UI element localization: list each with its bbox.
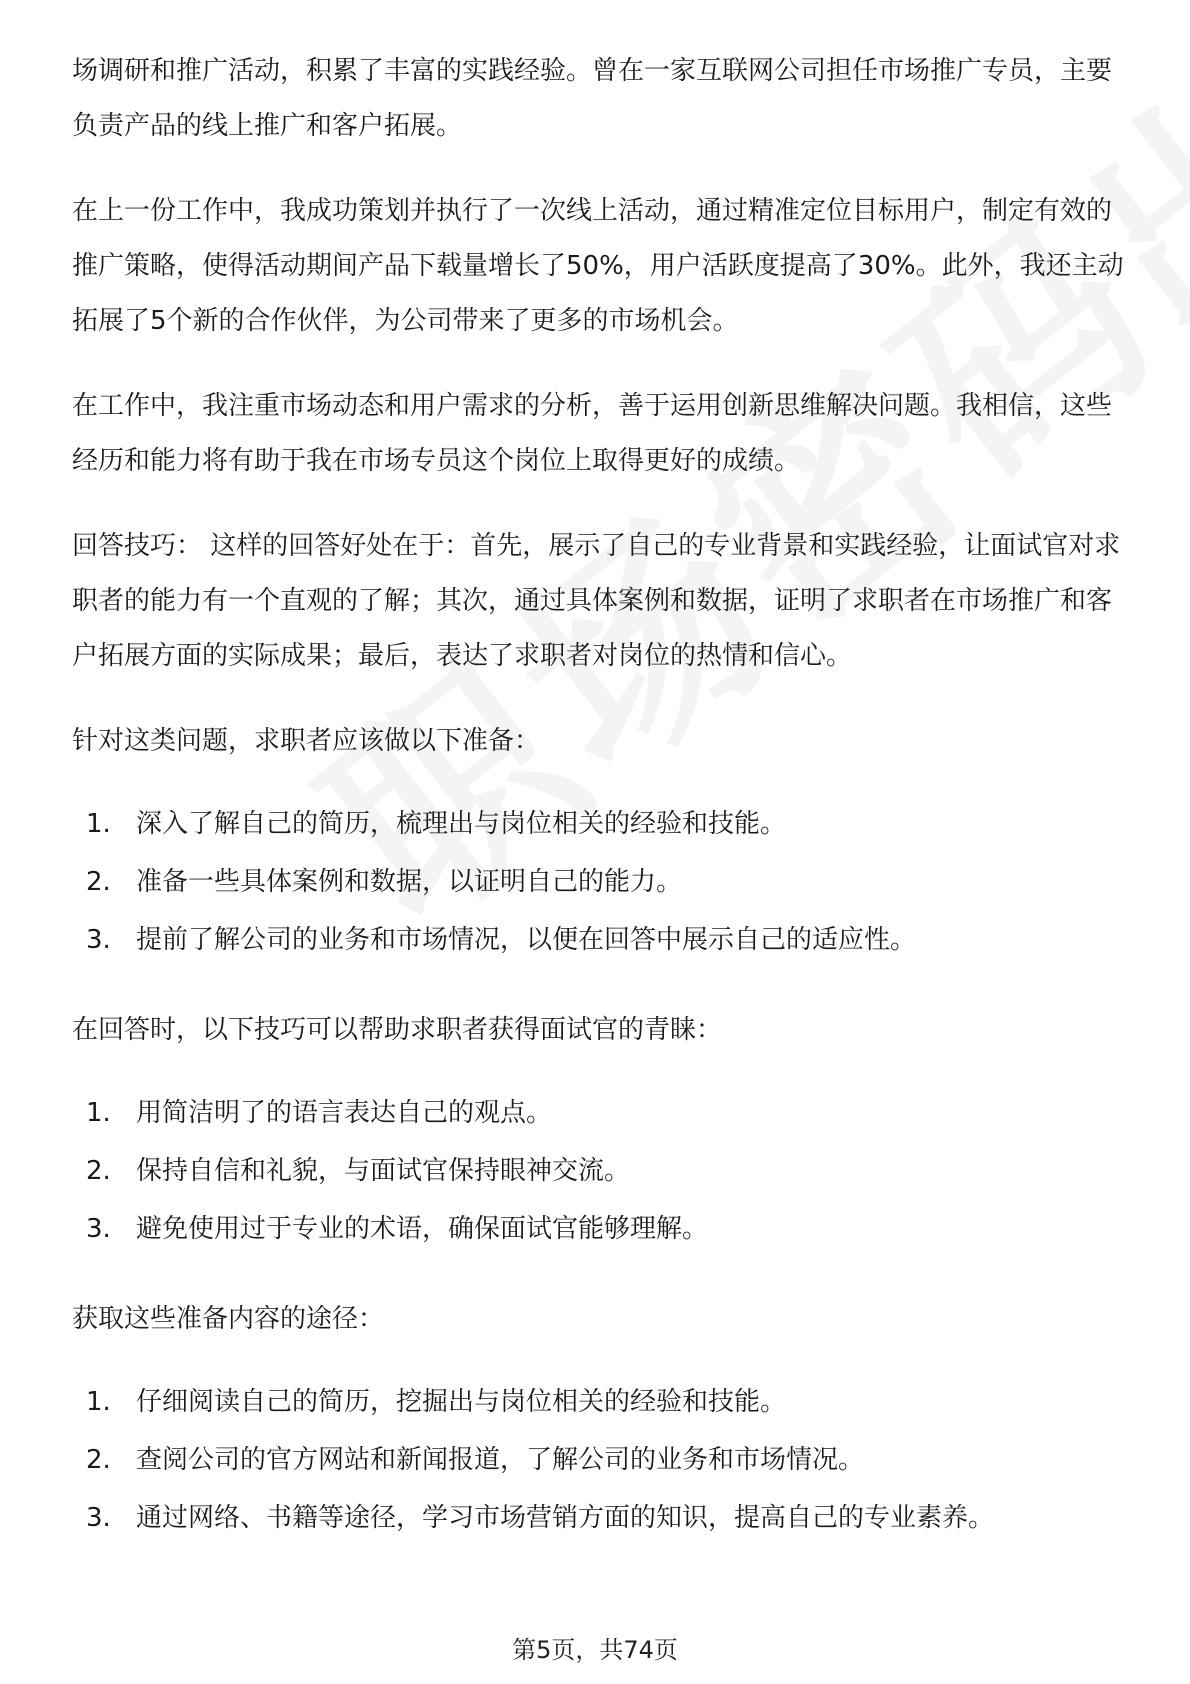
page-number: 第5页，共74页 (512, 1636, 678, 1664)
paragraph-answer-tips: 回答技巧： 这样的回答好处在于：首先，展示了自己的专业背景和实践经验，让面试官对求职者的能力有一个直观的了解；其次，通过具体案例和数据，证明了求职者在市场推广和客户拓展方面的实际成果；最后，表达了求职者对岗位的热情和信心。 (72, 531, 1121, 671)
list-number: 1. (86, 1098, 111, 1128)
list-item-text: 查阅公司的官方网站和新闻报道，了解公司的业务和市场情况。 (136, 1445, 865, 1475)
list-number: 3. (86, 1503, 111, 1533)
list-number: 3. (86, 1214, 111, 1244)
list-number: 1. (86, 1387, 111, 1417)
list-item-text: 仔细阅读自己的简历，挖掘出与岗位相关的经验和技能。 (136, 1387, 787, 1417)
list-item-text: 避免使用过于专业的术语，确保面试官能够理解。 (136, 1214, 709, 1244)
preparation-list (72, 795, 1132, 969)
heading-sources: 获取这些准备内容的途径： (72, 1304, 385, 1334)
list-item (72, 1373, 1132, 1431)
list-item-text: 深入了解自己的简历，梳理出与岗位相关的经验和技能。 (136, 809, 787, 839)
list-number: 2. (86, 867, 111, 897)
list-number: 3. (86, 925, 111, 955)
heading-preparation: 针对这类问题，求职者应该做以下准备： (72, 726, 541, 756)
sources-list (72, 1373, 1132, 1547)
list-item (72, 795, 1132, 853)
list-item-text: 提前了解公司的业务和市场情况，以便在回答中展示自己的适应性。 (136, 925, 917, 955)
heading-tips: 在回答时，以下技巧可以帮助求职者获得面试官的青睐： (72, 1015, 723, 1045)
list-item (72, 1431, 1132, 1489)
list-number: 2. (86, 1445, 111, 1475)
list-item (72, 1084, 1132, 1142)
list-item (72, 911, 1132, 969)
list-item-text: 保持自信和礼貌，与面试官保持眼神交流。 (136, 1156, 631, 1186)
list-item-text: 通过网络、书籍等途径，学习市场营销方面的知识，提高自己的专业素养。 (136, 1503, 995, 1533)
paragraph-strengths: 在工作中，我注重市场动态和用户需求的分析，善于运用创新思维解决问题。我相信，这些经历和能力将有助于我在市场专员这个岗位上取得更好的成绩。 (72, 391, 1113, 476)
list-item (72, 1142, 1132, 1200)
paragraph-experience: 场调研和推广活动，积累了丰富的实践经验。曾在一家互联网公司担任市场推广专员，主要负责产品的线上推广和客户拓展。 (72, 56, 1113, 141)
tips-list (72, 1084, 1132, 1258)
list-item (72, 1200, 1132, 1258)
list-number: 1. (86, 809, 111, 839)
list-item (72, 853, 1132, 911)
list-item-text: 准备一些具体案例和数据，以证明自己的能力。 (136, 867, 683, 897)
list-item-text: 用简洁明了的语言表达自己的观点。 (136, 1098, 553, 1128)
document-page (72, 44, 1132, 1581)
list-item (72, 1489, 1132, 1547)
paragraph-achievements: 在上一份工作中，我成功策划并执行了一次线上活动，通过精准定位目标用户，制定有效的推广策略，使得活动期间产品下载量增长了50%，用户活跃度提高了30%。此外，我还主动拓展了5个新的合作伙伴，为公司带来了更多的市场机会。 (72, 196, 1124, 336)
list-number: 2. (86, 1156, 111, 1186)
